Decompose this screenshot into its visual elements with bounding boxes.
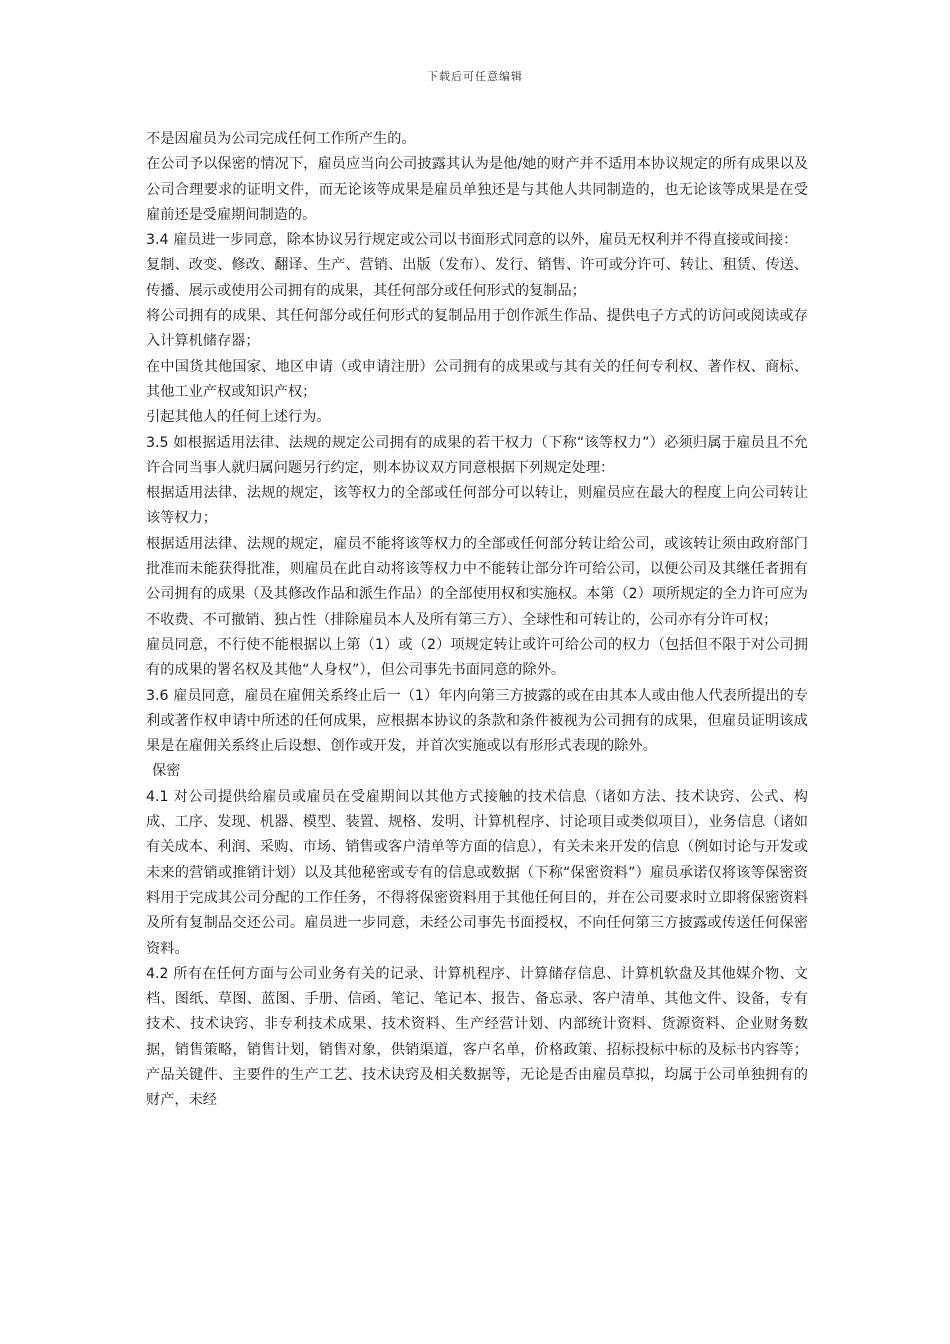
paragraph: 将公司拥有的成果、其任何部分或任何形式的复制品用于创作派生作品、提供电子方式的访问或阅读或存入计算机储存器； [146,308,808,350]
paragraph-clause-3-6: 3.6 雇员同意，雇员在雇佣关系终止后一（1）年内向第三方披露的或在由其本人或由他人代表所提出的专利或著作权申请中所述的任何成果，应根据本协议的条款和条件被视为公司拥有的成果，但雇员证明该成果是在雇佣关系终止后设想、创作或开发，并首次实施或以有形形式表现的除外。 [146,687,808,755]
document-body [146,127,808,1114]
paragraph: 根据适用法律、法规的规定，该等权力的全部或任何部分可以转让，则雇员应在最大的程度上向公司转让该等权力； [146,485,808,527]
page-header: 下载后可任意编辑 [427,70,523,83]
section-heading-confidentiality: 保密 [152,763,181,780]
paragraph-clause-3-4: 3.4 雇员进一步同意，除本协议另行规定或公司以书面形式同意的以外，雇员无权利并不得直接或间接： [146,232,798,249]
paragraph-clause-4-2: 4.2 所有在任何方面与公司业务有关的记录、计算机程序、计算储存信息、计算机软盘及其他媒介物、文档、图纸、草图、蓝图、手册、信函、笔记、笔记本、报告、备忘录、客户清单、其他文件、设备，专有技术、技术诀窍、非专利技术成果、技术资料、生产经营计划、内部统计资料、货源资料、企业财务数据，销售策略，销售计划，销售对象，供销渠道，客户名单，价格政策、招标投标中标的及标书内容等；产品关键件、主要件的生产工艺、技术诀窍及相关数据等，无论是否由雇员草拟，均属于公司单独拥有的财产，未经 [146,965,808,1109]
paragraph: 在公司予以保密的情况下，雇员应当向公司披露其认为是他/她的财产并不适用本协议规定的所有成果以及公司合理要求的证明文件，而无论该等成果是雇员单独还是与其他人共同制造的，也无论该等成果是在受雇前还是受雇期间制造的。 [146,156,808,223]
paragraph: 引起其他人的任何上述行为。 [146,409,331,426]
paragraph-clause-3-5: 3.5 如根据适用法律、法规的规定公司拥有的成果的若干权力（下称“该等权力”）必须归属于雇员且不允许合同当事人就归属问题另行约定，则本协议双方同意根据下列规定处理： [146,434,808,476]
paragraph: 雇员同意，不行使不能根据以上第（1）或（2）项规定转让或许可给公司的权力（包括但不限于对公司拥有的成果的署名权及其他“人身权”），但公司事先书面同意的除外。 [146,636,808,679]
paragraph: 在中国货其他国家、地区申请（或申请注册）公司拥有的成果或与其有关的任何专利权、著作权、商标、其他工业产权或知识产权； [146,358,808,400]
paragraph: 不是因雇员为公司完成任何工作所产生的。 [146,131,416,147]
paragraph: 根据适用法律、法规的规定，雇员不能将该等权力的全部或任何部分转让给公司，或该转让须由政府部门批准而未能获得批准，则雇员在此自动将该等权力中不能转让部分许可给公司，以便公司及其继任者拥有公司拥有的成果（及其修改作品和派生作品）的全部使用权和实施权。本第（2）项所规定的全力许可应为不收费、不可撤销、独占性（排除雇员本人及所有第三方）、全球性和可转让的，公司亦有分许可权； [146,535,808,628]
paragraph-clause-4-1: 4.1 对公司提供给雇员或雇员在受雇期间以其他方式接触的技术信息（诸如方法、技术诀窍、公式、构成、工序、发现、机器、模型、装置、规格、发明、计算机程序、讨论项目或类似项目），业务信息（诸如有关成本、利润、采购、市场、销售或客户清单等方面的信息），有关未来开发的信息（例如讨论与开发或未来的营销或推销计划）以及其他秘密或专有的信息或数据（下称“保密资料”）雇员承诺仅将该等保密资料用于完成其公司分配的工作任务，不得将保密资料用于其他任何目的，并在公司要求时立即将保密资料及所有复制品交还公司。雇员进一步同意，未经公司事先书面授权，不向任何第三方披露或传送任何保密资料。 [146,788,808,957]
paragraph: 复制、改变、修改、翻译、生产、营销、出版（发布）、发行、销售、许可或分许可、转让、租赁、传送、传播、展示或使用公司拥有的成果，其任何部分或任何形式的复制品； [146,257,808,299]
